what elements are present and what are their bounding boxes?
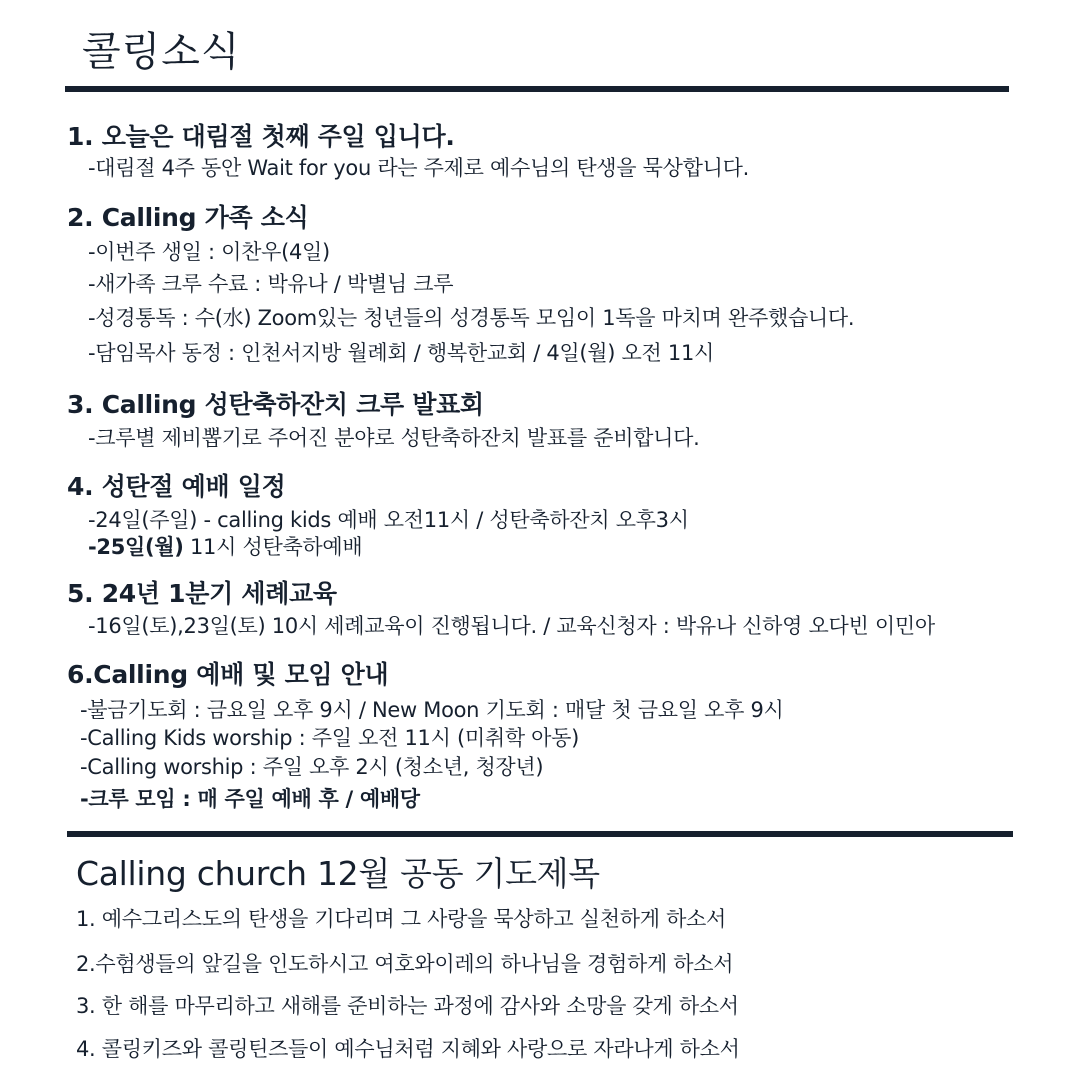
section-2-line-2: -새가족 크루 수료 : 박유나 / 박별님 크루 [88,272,454,296]
section-1-heading: 1. 오늘은 대림절 첫째 주일 입니다. [67,122,455,151]
page-title: 콜링소식 [82,29,241,75]
section-6-line-3: -Calling worship : 주일 오후 2시 (청소년, 청장년) [80,755,544,779]
section-6-heading: 6.Calling 예배 및 모임 안내 [67,660,389,689]
top-divider [65,86,1009,92]
prayer-item-1: 1. 예수그리스도의 탄생을 기다리며 그 사랑을 묵상하고 실천하게 하소서 [76,907,727,931]
section-1-line-1: -대림절 4주 동안 Wait for you 라는 주제로 예수님의 탄생을 묵상합니다. [88,156,749,180]
section-4-heading: 4. 성탄절 예배 일정 [67,472,286,501]
section-4-line-1: -24일(주일) - calling kids 예배 오전11시 / 성탄축하잔치 오후3시 [88,508,689,532]
section-3-heading: 3. Calling 성탄축하잔치 크루 발표회 [67,390,484,419]
section-2-line-4: -담임목사 동정 : 인천서지방 월례회 / 행복한교회 / 4일(월) 오전 11시 [88,341,714,365]
section-4-line-2-date: -25일(월) [88,535,184,559]
section-6-line-4: -크루 모임 : 매 주일 예배 후 / 예배당 [80,787,420,811]
section-6-line-1: -불금기도회 : 금요일 오후 9시 / New Moon 기도회 : 매달 첫 금요일 오후 9시 [80,698,784,722]
prayer-item-4: 4. 콜링키즈와 콜링틴즈들이 예수님처럼 지혜와 사랑으로 자라나게 하소서 [76,1037,740,1061]
section-2-heading: 2. Calling 가족 소식 [67,203,309,232]
section-4-line-2 [88,531,362,561]
middle-divider [67,831,1013,837]
section-5-heading: 5. 24년 1분기 세례교육 [67,579,337,608]
prayer-item-2: 2.수험생들의 앞길을 인도하시고 여호와이레의 하나님을 경험하게 하소서 [76,952,734,976]
prayer-title: Calling church 12월 공동 기도제목 [76,854,600,893]
section-4-line-2-text: 11시 성탄축하예배 [183,535,363,559]
section-2-line-3: -성경통독 : 수(水) Zoom있는 청년들의 성경통독 모임이 1독을 마치며 완주했습니다. [88,306,855,330]
prayer-item-3: 3. 한 해를 마무리하고 새해를 준비하는 과정에 감사와 소망을 갖게 하소서 [76,994,739,1018]
section-6-line-2: -Calling Kids worship : 주일 오전 11시 (미취학 아동) [80,726,580,750]
section-5-line-1: -16일(토),23일(토) 10시 세례교육이 진행됩니다. / 교육신청자 : 박유나 신하영 오다빈 이민아 [88,614,935,638]
section-3-line-1: -크루별 제비뽑기로 주어진 분야로 성탄축하잔치 발표를 준비합니다. [88,426,700,450]
section-2-line-1: -이번주 생일 : 이찬우(4일) [88,240,330,264]
